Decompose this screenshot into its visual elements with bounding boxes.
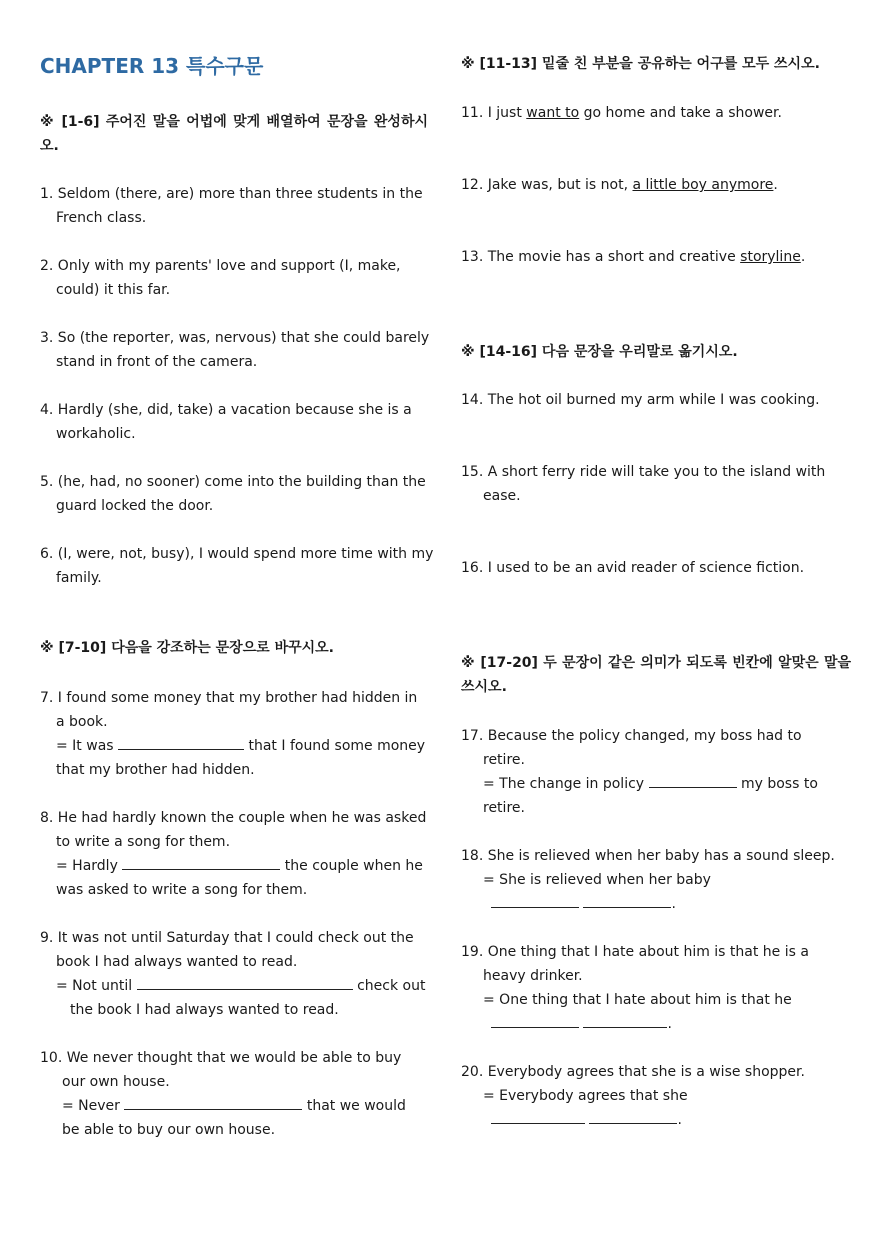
underlined-phrase: want to [526,105,580,121]
answer-blank[interactable] [491,1013,579,1028]
answer-blank[interactable] [491,1109,585,1124]
answer-blank[interactable] [583,893,671,908]
question-2: 2. Only with my parents' love and support (I, make, could) it this far. [40,258,401,298]
question-12: 12. Jake was, but is not, a little boy anymore. [461,177,778,193]
answer-blank[interactable] [589,1109,677,1124]
answer-blank[interactable] [122,855,280,870]
question-18: 18. She is relieved when her baby has a sound sleep. = She is relieved when her baby . [461,848,835,912]
question-16: 16. I used to be an avid reader of science fiction. [461,560,805,576]
answer-blank[interactable] [491,893,579,908]
question-1: 1. Seldom (there, are) more than three students in the French class. [40,186,423,226]
answer-blank[interactable] [583,1013,667,1028]
question-14: 14. The hot oil burned my arm while I was cooking. [461,392,820,408]
question-6: 6. (I, were, not, busy), I would spend more time with my family. [40,546,434,586]
question-13: 13. The movie has a short and creative storyline. [461,249,806,265]
question-3: 3. So (the reporter, was, nervous) that she could barely stand in front of the camera. [40,330,430,370]
question-17: 17. Because the policy changed, my boss had to retire. = The change in policy my boss to retire. [461,728,818,816]
question-7: 7. I found some money that my brother had hidden in a book. = It was that I found some money that my brother had hidden. [40,690,426,778]
answer-blank[interactable] [137,975,353,990]
section-heading-1-6: ※ [1-6] 주어진 말을 어법에 맞게 배열하여 문장을 완성하시오. [40,114,428,154]
question-4: 4. Hardly (she, did, take) a vacation because she is a workaholic. [40,402,412,442]
question-9: 9. It was not until Saturday that I could check out the book I had always wanted to read. = Not until check out the book I had always wanted to read. [40,930,426,1018]
underlined-phrase: a little boy anymore [632,177,774,193]
question-19: 19. One thing that I hate about him is that he is a heavy drinker. = One thing that I hate about him is that he . [461,944,809,1032]
question-15: 15. A short ferry ride will take you to the island with ease. [461,464,826,504]
question-5: 5. (he, had, no sooner) come into the building than the guard locked the door. [40,474,426,514]
chapter-title: CHAPTER 13 특수구문 [40,54,264,78]
answer-blank[interactable] [124,1095,302,1110]
question-10: 10. We never thought that we would be able to buy our own house. = Never that we would be able to buy our own house. [40,1050,406,1138]
answer-blank[interactable] [649,773,737,788]
question-8: 8. He had hardly known the couple when he was asked to write a song for them. = Hardly the couple when he was asked to write a song for them. [40,810,427,898]
section-heading-7-10: ※ [7-10] 다음을 강조하는 문장으로 바꾸시오. [40,640,334,656]
question-20: 20. Everybody agrees that she is a wise shopper. = Everybody agrees that she . [461,1064,805,1128]
section-heading-17-20: ※ [17-20] 두 문장이 같은 의미가 되도록 빈칸에 알맞은 말을 쓰시오. [461,655,851,695]
answer-blank[interactable] [118,735,244,750]
underlined-phrase: storyline [740,249,801,265]
section-heading-14-16: ※ [14-16] 다음 문장을 우리말로 옮기시오. [461,344,738,360]
section-heading-11-13: ※ [11-13] 밑줄 친 부분을 공유하는 어구를 모두 쓰시오. [461,56,820,72]
question-11: 11. I just want to go home and take a shower. [461,105,782,121]
